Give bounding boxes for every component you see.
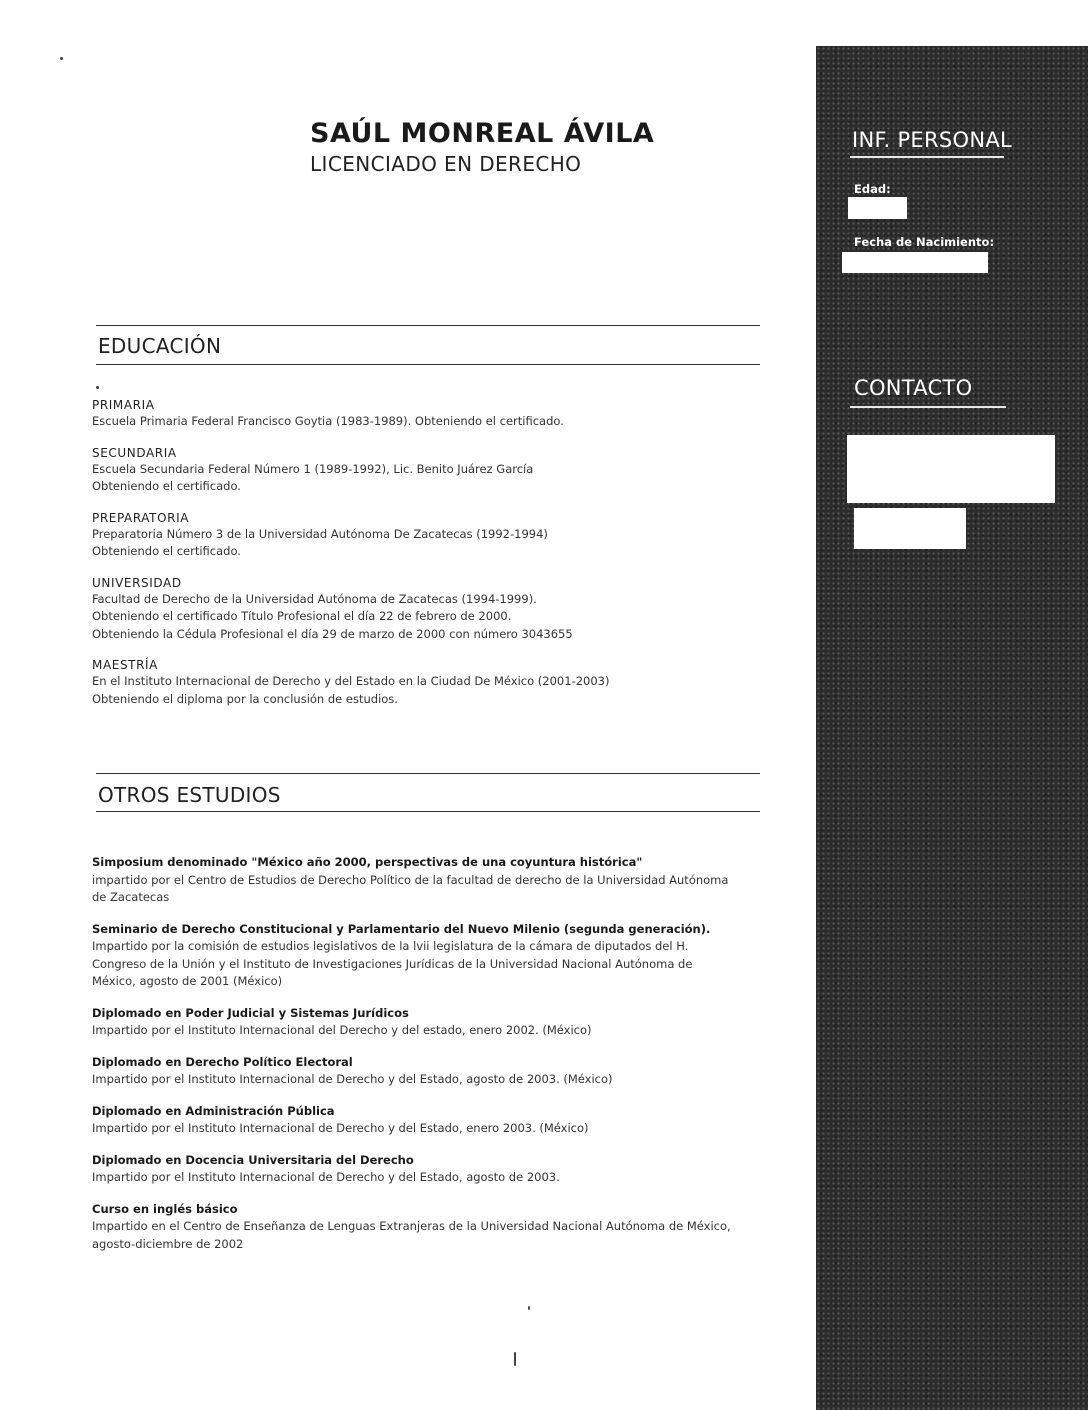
age-label: Edad: <box>854 182 891 196</box>
education-detail: Obteniendo el certificado. <box>92 544 241 558</box>
education-detail: Obteniendo la Cédula Profesional el día 29 de marzo de 2000 con número 3043655 <box>92 626 573 641</box>
study-title: Diplomado en Poder Judicial y Sistemas Jurídicos <box>92 1005 409 1020</box>
personal-info-rule <box>850 156 1004 158</box>
study-entry <box>92 1152 737 1187</box>
contact-title: CONTACTO <box>854 376 973 400</box>
education-detail: Obteniendo el certificado Título Profesional el día 22 de febrero de 2000. <box>92 609 512 623</box>
study-entry <box>92 1103 737 1138</box>
education-detail: En el Instituto Internacional de Derecho y del Estado en la Ciudad De México (2001-2003) <box>92 674 610 688</box>
education-list <box>92 398 752 723</box>
contact-info-redacted <box>847 435 1055 503</box>
other-studies-section-title: OTROS ESTUDIOS <box>98 783 281 807</box>
sidebar-panel <box>816 46 1088 1410</box>
education-rule-top <box>96 325 760 326</box>
study-description: Impartido por el Instituto Internacional de Derecho y del Estado, agosto de 2003. (México) <box>92 1072 613 1086</box>
scan-speck <box>514 1352 516 1366</box>
education-detail: Escuela Primaria Federal Francisco Goytia (1983-1989). Obteniendo el certificado. <box>92 414 564 428</box>
study-entry <box>92 1054 737 1089</box>
study-description: Impartido por el Instituto Internacional de Derecho y del Estado, enero 2003. (México) <box>92 1121 589 1135</box>
education-level: UNIVERSIDAD <box>92 575 182 590</box>
contact-rule <box>850 406 1006 408</box>
study-description: Impartido por el Instituto Internacional de Derecho y del Estado, agosto de 2003. <box>92 1170 560 1184</box>
study-title: Diplomado en Derecho Político Electoral <box>92 1054 353 1069</box>
scan-speck <box>60 57 63 60</box>
study-title: Simposium denominado "México año 2000, perspectivas de una coyuntura histórica" <box>92 855 643 869</box>
education-rule-bottom <box>96 364 760 365</box>
age-value-redacted <box>848 197 907 219</box>
education-level: SECUNDARIA <box>92 445 177 460</box>
education-entry <box>92 658 752 708</box>
education-detail: Obteniendo el diploma por la conclusión de estudios. <box>92 691 398 706</box>
scan-speck <box>528 1306 530 1310</box>
person-name: SAÚL MONREAL ÁVILA <box>310 118 655 149</box>
study-description: Impartido en el Centro de Enseñanza de Lenguas Extranjeras de la Universidad Nacional Autónoma de México, agosto-diciembre de 2002 <box>92 1219 731 1251</box>
other-studies-rule-bottom <box>96 811 760 812</box>
education-entry <box>92 446 752 496</box>
education-entry <box>92 511 752 561</box>
education-detail: Preparatoria Número 3 de la Universidad Autónoma De Zacatecas (1992-1994) <box>92 526 548 541</box>
education-level: PRIMARIA <box>92 398 155 412</box>
education-level: PREPARATORIA <box>92 510 190 525</box>
study-description: impartido por el Centro de Estudios de Derecho Político de la facultad de derecho de la Universidad Autónoma de Zacatecas <box>92 872 729 904</box>
birth-date-label: Fecha de Nacimiento: <box>854 235 995 249</box>
study-entry <box>92 1005 737 1040</box>
education-section-title: EDUCACIÓN <box>98 334 222 358</box>
study-entry <box>92 921 737 991</box>
study-entry <box>92 1201 737 1254</box>
scan-speck <box>96 386 99 389</box>
study-title: Curso en inglés básico <box>92 1201 238 1216</box>
study-title: Diplomado en Docencia Universitaria del Derecho <box>92 1152 414 1167</box>
education-detail: Escuela Secundaria Federal Número 1 (1989-1992), Lic. Benito Juárez García <box>92 461 534 476</box>
birth-date-value-redacted <box>842 252 988 273</box>
study-title: Diplomado en Administración Pública <box>92 1103 335 1118</box>
education-level: MAESTRÍA <box>92 658 158 672</box>
education-detail: Obteniendo el certificado. <box>92 479 241 493</box>
study-title: Seminario de Derecho Constitucional y Parlamentario del Nuevo Milenio (segunda generación). <box>92 921 711 936</box>
study-entry <box>92 854 737 907</box>
personal-info-title: INF. PERSONAL <box>852 128 1013 152</box>
education-detail: Facultad de Derecho de la Universidad Autónoma de Zacatecas (1994-1999). <box>92 591 537 606</box>
education-entry <box>92 398 752 431</box>
other-studies-rule-top <box>96 773 760 774</box>
study-description: Impartido por la comisión de estudios legislativos de la lvii legislatura de la cámara de diputados del H. Congreso de la Unión y el Instituto de Investigaciones Jurídicas de la Universidad Nacional Autónoma de México, agosto de 2001 (México) <box>92 939 693 988</box>
contact-extra-redacted <box>854 508 966 549</box>
profession-title: LICENCIADO EN DERECHO <box>310 152 582 176</box>
other-studies-list <box>92 854 737 1267</box>
education-entry <box>92 576 752 644</box>
study-description: Impartido por el Instituto Internacional del Derecho y del estado, enero 2002. (México) <box>92 1023 592 1037</box>
